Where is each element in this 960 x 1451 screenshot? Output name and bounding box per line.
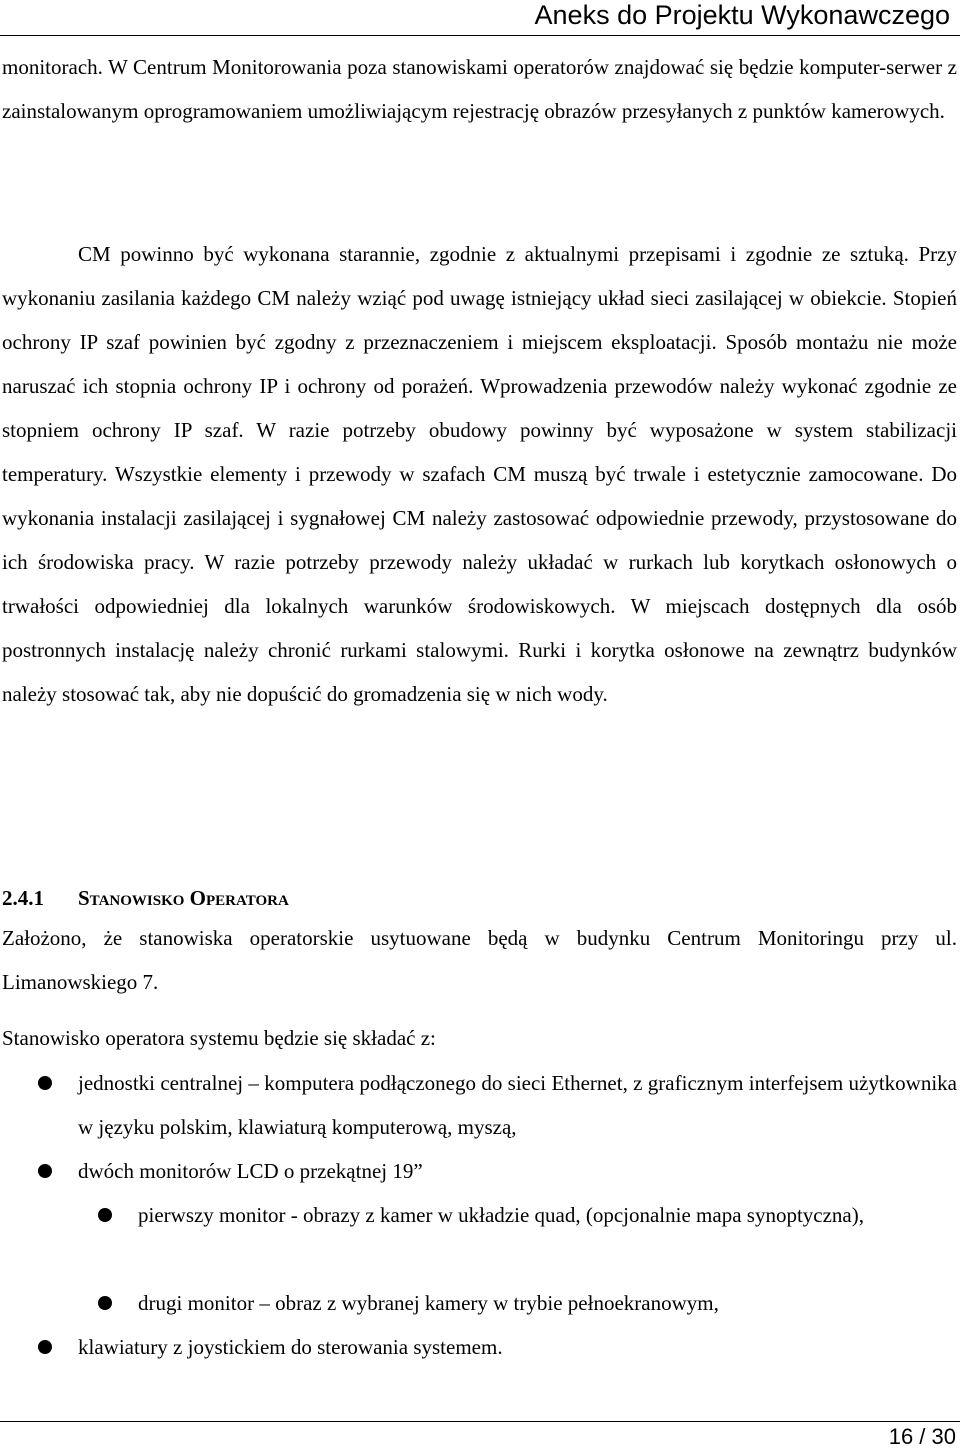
paragraph-monitoring-center: monitorach. W Centrum Monitorowania poza stanowiskami operatorów znajdować się będzie komputer-serwer z zainstalowanym oprogramowaniem umożliwiającym rejestrację obrazów przesyłanych z punktów kamerowych.: [2, 55, 957, 123]
bullet-icon: [38, 1164, 52, 1178]
list-item: klawiatury z joystickiem do sterowania systemem.: [78, 1335, 503, 1359]
list-item: dwóch monitorów LCD o przekątnej 19”: [78, 1159, 423, 1183]
page-number: 16 / 30: [888, 1424, 956, 1449]
bullet-icon: [38, 1340, 52, 1354]
bullet-icon: [98, 1208, 112, 1222]
section-heading: [2, 884, 289, 912]
list-item: drugi monitor – obraz z wybranej kamery w trybie pełnoekranowym,: [138, 1291, 719, 1315]
section-number: 2.4.1: [2, 886, 44, 910]
list-item: jednostki centralnej – komputera podłączonego do sieci Ethernet, z graficznym interfejsem użytkownika w języku polskim, klawiaturą komputerową, myszą,: [78, 1071, 957, 1139]
list-item: pierwszy monitor - obrazy z kamer w układzie quad, (opcjonalnie mapa synoptyczna),: [138, 1203, 864, 1227]
header-title: Aneks do Projektu Wykonawczego: [534, 0, 950, 30]
footer-divider: [0, 1421, 960, 1422]
section-title: Stanowisko Operatora: [78, 886, 289, 910]
paragraph-operator-components-intro: Stanowisko operatora systemu będzie się składać z:: [2, 1026, 436, 1050]
page-header: [0, 0, 960, 36]
paragraph-cm-requirements: CM powinno być wykonana starannie, zgodnie z aktualnymi przepisami i zgodnie ze sztuką. Przy wykonaniu zasilania każdego CM należy wziąć pod uwagę istniejący układ sieci zasilającej w obiekcie. Stopień ochrony IP szaf powinien być zgodny z przeznaczeniem i miejscem eksploatacji. Sposób montażu nie może naruszać ich stopnia ochrony IP i ochrony od porażeń. Wprowadzenia przewodów należy wykonać zgodnie ze stopniem ochrony IP szaf. W razie potrzeby obudowy powinny być wyposażone w system stabilizacji temperatury. Wszystkie elementy i przewody w szafach CM muszą być trwale i estetycznie zamocowane. Do wykonania instalacji zasilającej i sygnałowej CM należy zastosować odpowiednie przewody, przystosowane do ich środowiska pracy. W razie potrzeby przewody należy układać w rurkach lub korytkach osłonowych o trwałości odpowiedniej dla lokalnych warunków środowiskowych. W miejscach dostępnych dla osób postronnych instalację należy chronić rurkami stalowymi. Rurki i korytka osłonowe na zewnątrz budynków należy stosować tak, aby nie dopuścić do gromadzenia się w nich wody.: [2, 242, 957, 706]
bullet-icon: [98, 1296, 112, 1310]
bullet-icon: [38, 1076, 52, 1090]
paragraph-operator-location: Założono, że stanowiska operatorskie usytuowane będą w budynku Centrum Monitoringu przy ul. Limanowskiego 7.: [2, 926, 957, 994]
